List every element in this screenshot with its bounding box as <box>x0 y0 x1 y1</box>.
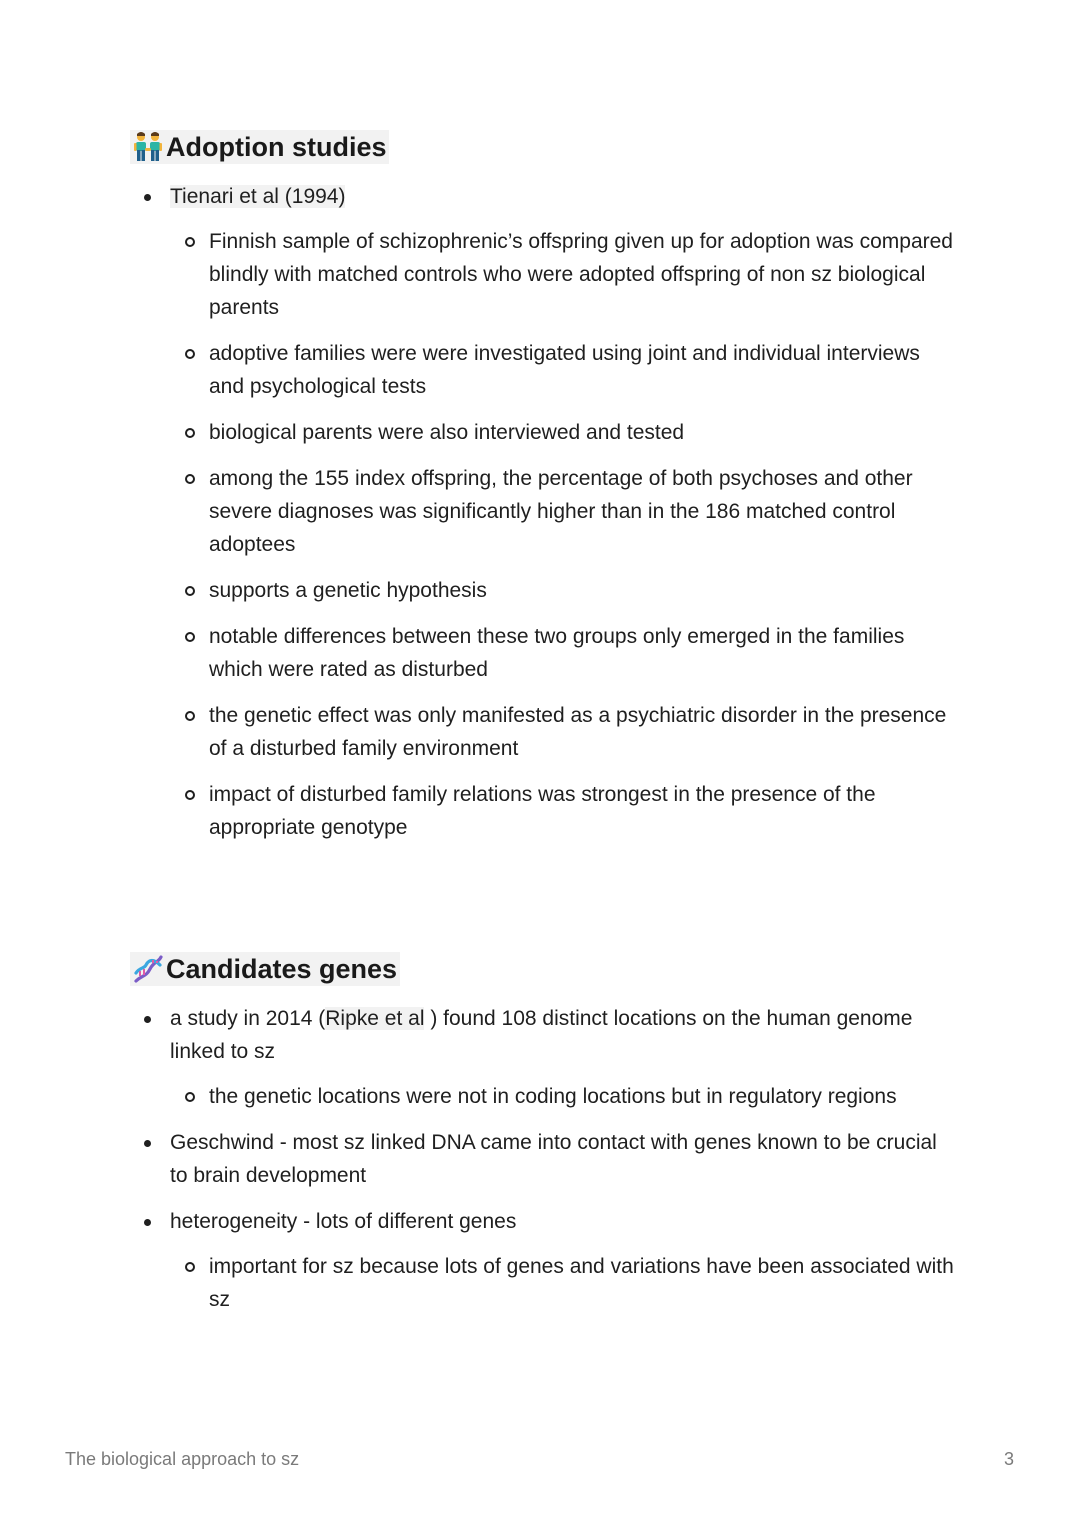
candidates-sublist <box>170 1080 960 1113</box>
people-holding-hands-icon <box>132 131 164 163</box>
list-item: important for sz because lots of genes and variations have been associated with sz <box>170 1250 960 1316</box>
list-item <box>130 180 960 844</box>
list-item <box>130 1002 960 1113</box>
footer-title: The biological approach to sz <box>65 1449 300 1469</box>
candidates-section <box>130 952 960 1329</box>
page-number: 3 <box>1003 1449 1014 1469</box>
candidates-title: Candidates genes <box>166 954 398 984</box>
candidates-list <box>130 1002 960 1316</box>
list-item: biological parents were also interviewed and tested <box>170 416 960 449</box>
item-text: heterogeneity - lots of different genes <box>170 1210 517 1233</box>
list-item: Finnish sample of schizophrenic’s offspring given up for adoption was compared blindly with matched controls who were adopted offspring of non sz biological parents <box>170 225 960 324</box>
item-text-post: ) found 108 distinct locations on the human genome linked to sz <box>170 1007 913 1063</box>
list-item: supports a genetic hypothesis <box>170 574 960 607</box>
list-item: notable differences between these two groups only emerged in the families which were rated as disturbed <box>170 620 960 686</box>
adoption-title: Adoption studies <box>166 132 387 162</box>
list-item: adoptive families were were investigated using joint and individual interviews and psychological tests <box>170 337 960 403</box>
list-item <box>130 1126 960 1192</box>
item-text: Geschwind - most sz linked DNA came into contact with genes known to be crucial to brain development <box>170 1131 937 1187</box>
adoption-section <box>130 130 960 857</box>
list-item: the genetic effect was only manifested as a psychiatric disorder in the presence of a disturbed family environment <box>170 699 960 765</box>
list-item: among the 155 index offspring, the percentage of both psychoses and other severe diagnoses was significantly higher than in the 186 matched control adoptees <box>170 462 960 561</box>
item-text-pre: a study in 2014 ( <box>170 1007 326 1030</box>
dna-icon <box>132 953 164 985</box>
adoption-heading <box>130 130 389 164</box>
adoption-sublist <box>170 225 960 844</box>
candidates-sublist <box>170 1250 960 1316</box>
list-item <box>130 1205 960 1316</box>
study-citation: Tienari et al (1994) <box>170 185 346 208</box>
list-item: the genetic locations were not in coding locations but in regulatory regions <box>170 1080 960 1113</box>
adoption-list <box>130 180 960 844</box>
study-citation: Ripke et al <box>325 1007 425 1030</box>
list-item: impact of disturbed family relations was strongest in the presence of the appropriate genotype <box>170 778 960 844</box>
candidates-heading <box>130 952 400 986</box>
